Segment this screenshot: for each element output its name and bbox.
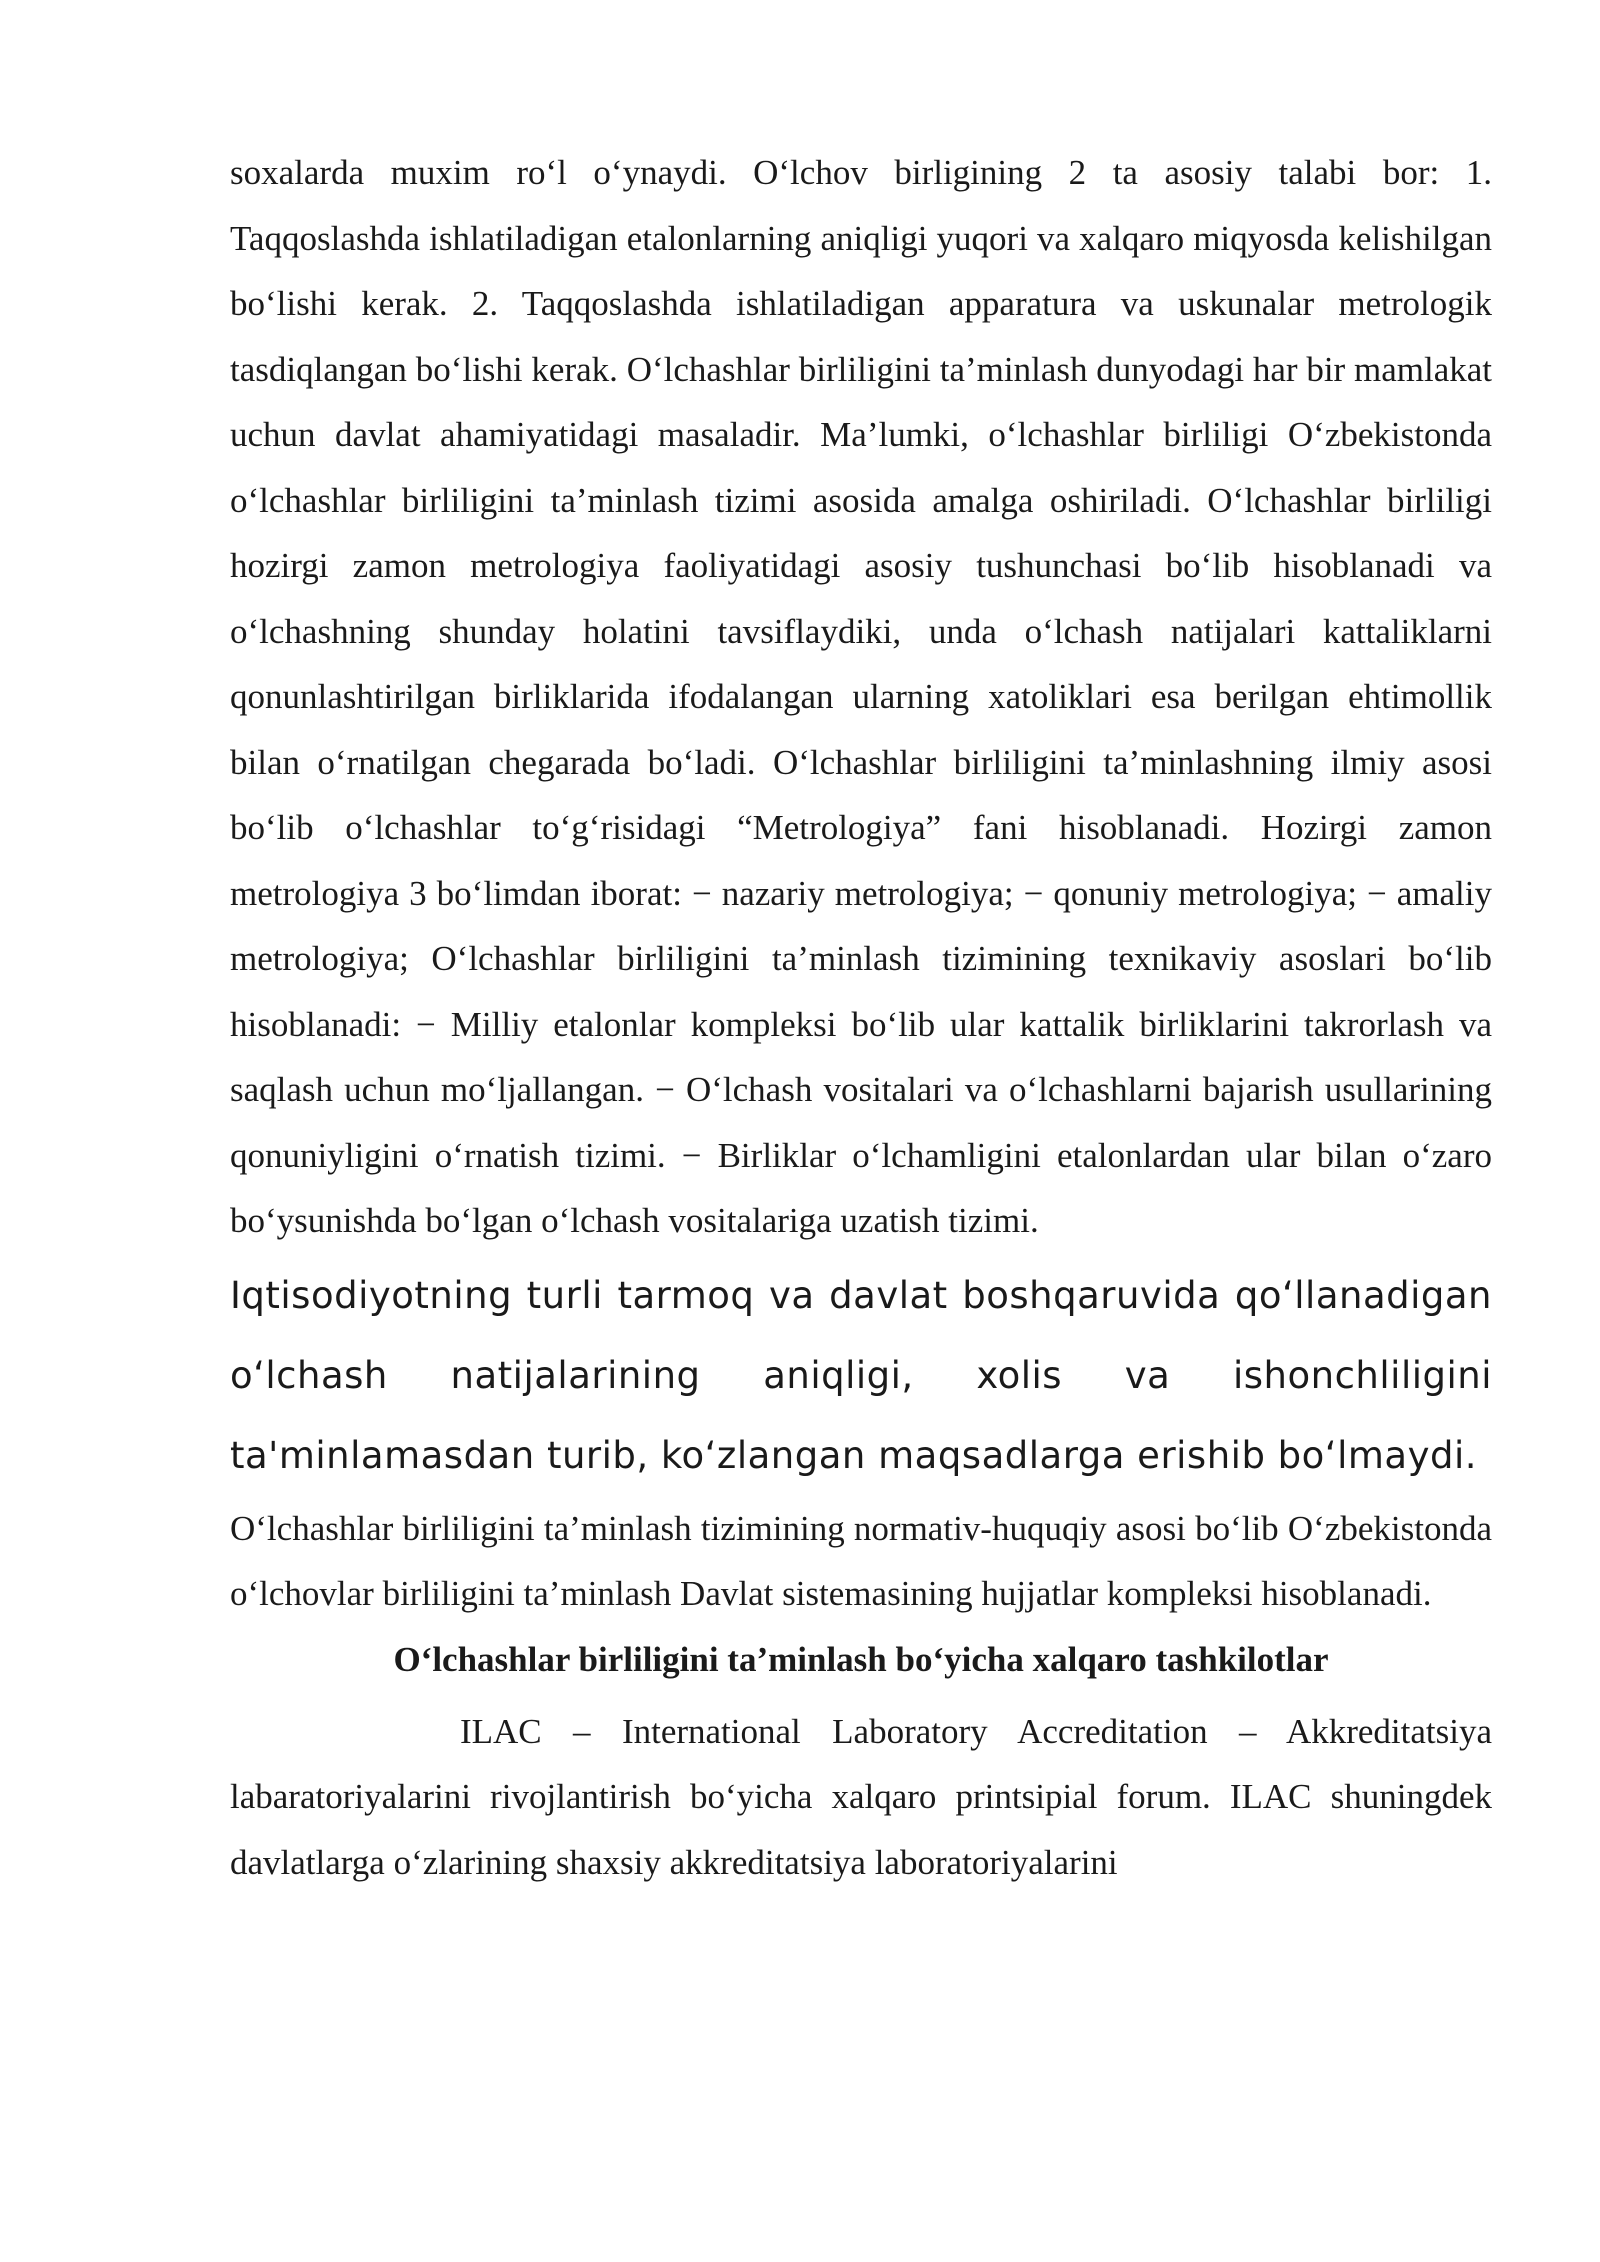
paragraph-legal-basis: O‘lchashlar birliligini ta’minlash tizimining normativ-huquqiy asosi bo‘lib O‘zbekistonda o‘lchovlar birliligini ta’minlash Davlat sistemasining hujjatlar kompleksi hisoblanadi. bbox=[230, 1508, 1492, 1613]
paragraph-ilac: ILAC – International Laboratory Accreditation – Akkreditatsiya labaratoriyalarini rivojlantirish bo‘yicha xalqaro printsipial forum. ILAC shuningdek davlatlarga o‘zlarining shaxsiy akkreditatsiya laboratoriyalarini bbox=[230, 1711, 1492, 1882]
document-page bbox=[230, 140, 1492, 1895]
section-heading: O‘lchashlar birliligini ta’minlash bo‘yicha xalqaro tashkilotlar bbox=[393, 1639, 1329, 1679]
paragraph-metrology-intro: soxalarda muxim ro‘l o‘ynaydi. O‘lchov birligining 2 ta asosiy talabi bor: 1. Taqqoslashda ishlatiladigan etalonlarning aniqligi yuqori va xalqaro miqyosda kelishilgan bo‘lishi kerak. 2. Taqqoslashda ishlatiladigan apparatura va uskunalar metrologik tasdiqlangan bo‘lishi kerak. O‘lchashlar birliligini ta’minlash dunyodagi har bir mamlakat uchun davlat ahamiyatidagi masaladir. Ma’lumki, o‘lchashlar birliligi O‘zbekistonda o‘lchashlar birliligini ta’minlash tizimi asosida amalga oshiriladi. O‘lchashlar birliligi hozirgi zamon metrologiya faoliyatidagi asosiy tushunchasi bo‘lib hisoblanadi va o‘lchashning shunday holatini tavsiflaydiki, unda o‘lchash natijalari kattaliklarni qonunlashtirilgan birliklarida ifodalangan ularning xatoliklari esa berilgan ehtimollik bilan o‘rnatilgan chegarada bo‘ladi. O‘lchashlar birliligini ta’minlashning ilmiy asosi bo‘lib o‘lchashlar to‘g‘risidagi “Metrologiya” fani hisoblanadi. Hozirgi zamon metrologiya 3 bo‘limdan iborat: − nazariy metrologiya; − qonuniy metrologiya; − amaliy metrologiya; O‘lchashlar birliligini ta’minlash tizimining texnikaviy asoslari bo‘lib hisoblanadi: − Milliy etalonlar kompleksi bo‘lib ular kattalik birliklarini takrorlash va saqlash uchun mo‘ljallangan. − O‘lchash vositalari va o‘lchashlarni bajarish usullarining qonuniyligini o‘rnatish tizimi. − Birliklar o‘lchamligini etalonlardan ular bilan o‘zaro bo‘ysunishda bo‘lgan o‘lchash vositalariga uzatish tizimi. bbox=[230, 153, 1492, 1240]
paragraph-economy: Iqtisodiyotning turli tarmoq va davlat boshqaruvida qo‘llanadigan o‘lchash natijalarining aniqligi, xolis va ishonchliligini ta'minlamasdan turib, ko‘zlangan maqsadlarga erishib bo‘lmaydi. bbox=[230, 1273, 1492, 1477]
